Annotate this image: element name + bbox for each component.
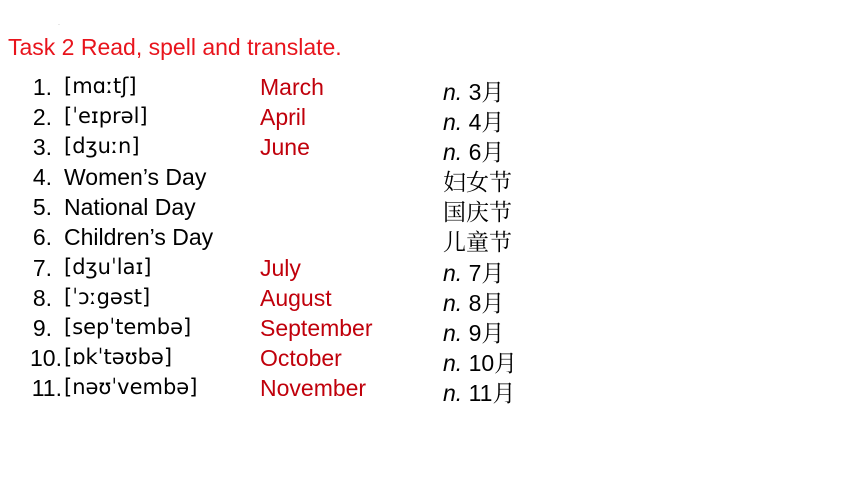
item-number: 8. (32, 284, 52, 311)
english-word: November (260, 374, 367, 401)
holiday-name: Children’s Day (64, 224, 214, 251)
phonetic: [ˈeɪprəl] (64, 104, 148, 129)
item-number: 3. (32, 134, 52, 161)
part-of-speech: n. (443, 259, 463, 286)
phonetic: [dʒuːn] (64, 134, 140, 159)
slide-marker: · (58, 22, 60, 28)
chinese-meaning: 妇女节 (443, 169, 512, 196)
list-item (0, 162, 860, 196)
item-number: 10. (30, 344, 62, 371)
holiday-name: National Day (64, 194, 196, 221)
list-item (0, 373, 860, 406)
chinese-meaning: 9月 (462, 319, 505, 346)
english-word: June (260, 134, 310, 161)
chinese-meaning: 11月 (462, 379, 516, 406)
list-item (0, 253, 860, 286)
chinese-meaning: 国庆节 (443, 199, 512, 226)
english-word: July (260, 254, 301, 281)
item-number: 5. (32, 194, 52, 221)
english-word: August (260, 284, 332, 311)
part-of-speech: n. (443, 79, 463, 105)
holiday-name: Women’s Day (64, 164, 207, 191)
chinese-meaning: 儿童节 (443, 229, 512, 256)
list-item (0, 313, 860, 346)
chinese-meaning: 4月 (462, 109, 505, 136)
part-of-speech: n. (443, 349, 463, 376)
part-of-speech: n. (443, 319, 463, 346)
list-item (0, 343, 860, 376)
item-number: 2. (32, 104, 52, 131)
task-title: Task 2 Read, spell and translate. (8, 34, 342, 60)
chinese-meaning: 6月 (462, 139, 505, 166)
item-number: 9. (32, 314, 52, 341)
list-item (0, 192, 860, 226)
item-number: 7. (32, 254, 52, 281)
translation (443, 375, 515, 408)
item-number: 11. (31, 374, 62, 401)
part-of-speech: n. (443, 139, 463, 166)
list-item (0, 72, 860, 105)
chinese-meaning: 3月 (462, 79, 505, 105)
phonetic: [sepˈtembə] (64, 314, 192, 339)
chinese-meaning: 10月 (462, 349, 518, 376)
vocabulary-list (0, 72, 860, 406)
part-of-speech: n. (443, 379, 463, 406)
phonetic: [ˈɔːgəst] (64, 284, 151, 309)
phonetic: [ɒkˈtəʊbə] (64, 344, 173, 369)
chinese-meaning: 8月 (462, 289, 505, 316)
list-item (0, 102, 860, 136)
english-word: September (260, 314, 373, 341)
english-word: March (260, 74, 324, 100)
chinese-meaning: 7月 (462, 259, 505, 286)
english-word: April (260, 104, 307, 131)
item-number: 6. (32, 224, 52, 251)
phonetic: [nəʊˈvembə] (64, 374, 198, 399)
item-number: 4. (32, 164, 52, 191)
item-number: 1. (32, 74, 52, 100)
phonetic: [dʒuˈlaɪ] (64, 254, 152, 279)
phonetic: [mɑːtʃ] (64, 74, 137, 98)
list-item (0, 132, 860, 166)
part-of-speech: n. (443, 289, 463, 316)
list-item (0, 283, 860, 316)
part-of-speech: n. (443, 109, 463, 136)
english-word: October (260, 344, 342, 371)
list-item (0, 222, 860, 256)
